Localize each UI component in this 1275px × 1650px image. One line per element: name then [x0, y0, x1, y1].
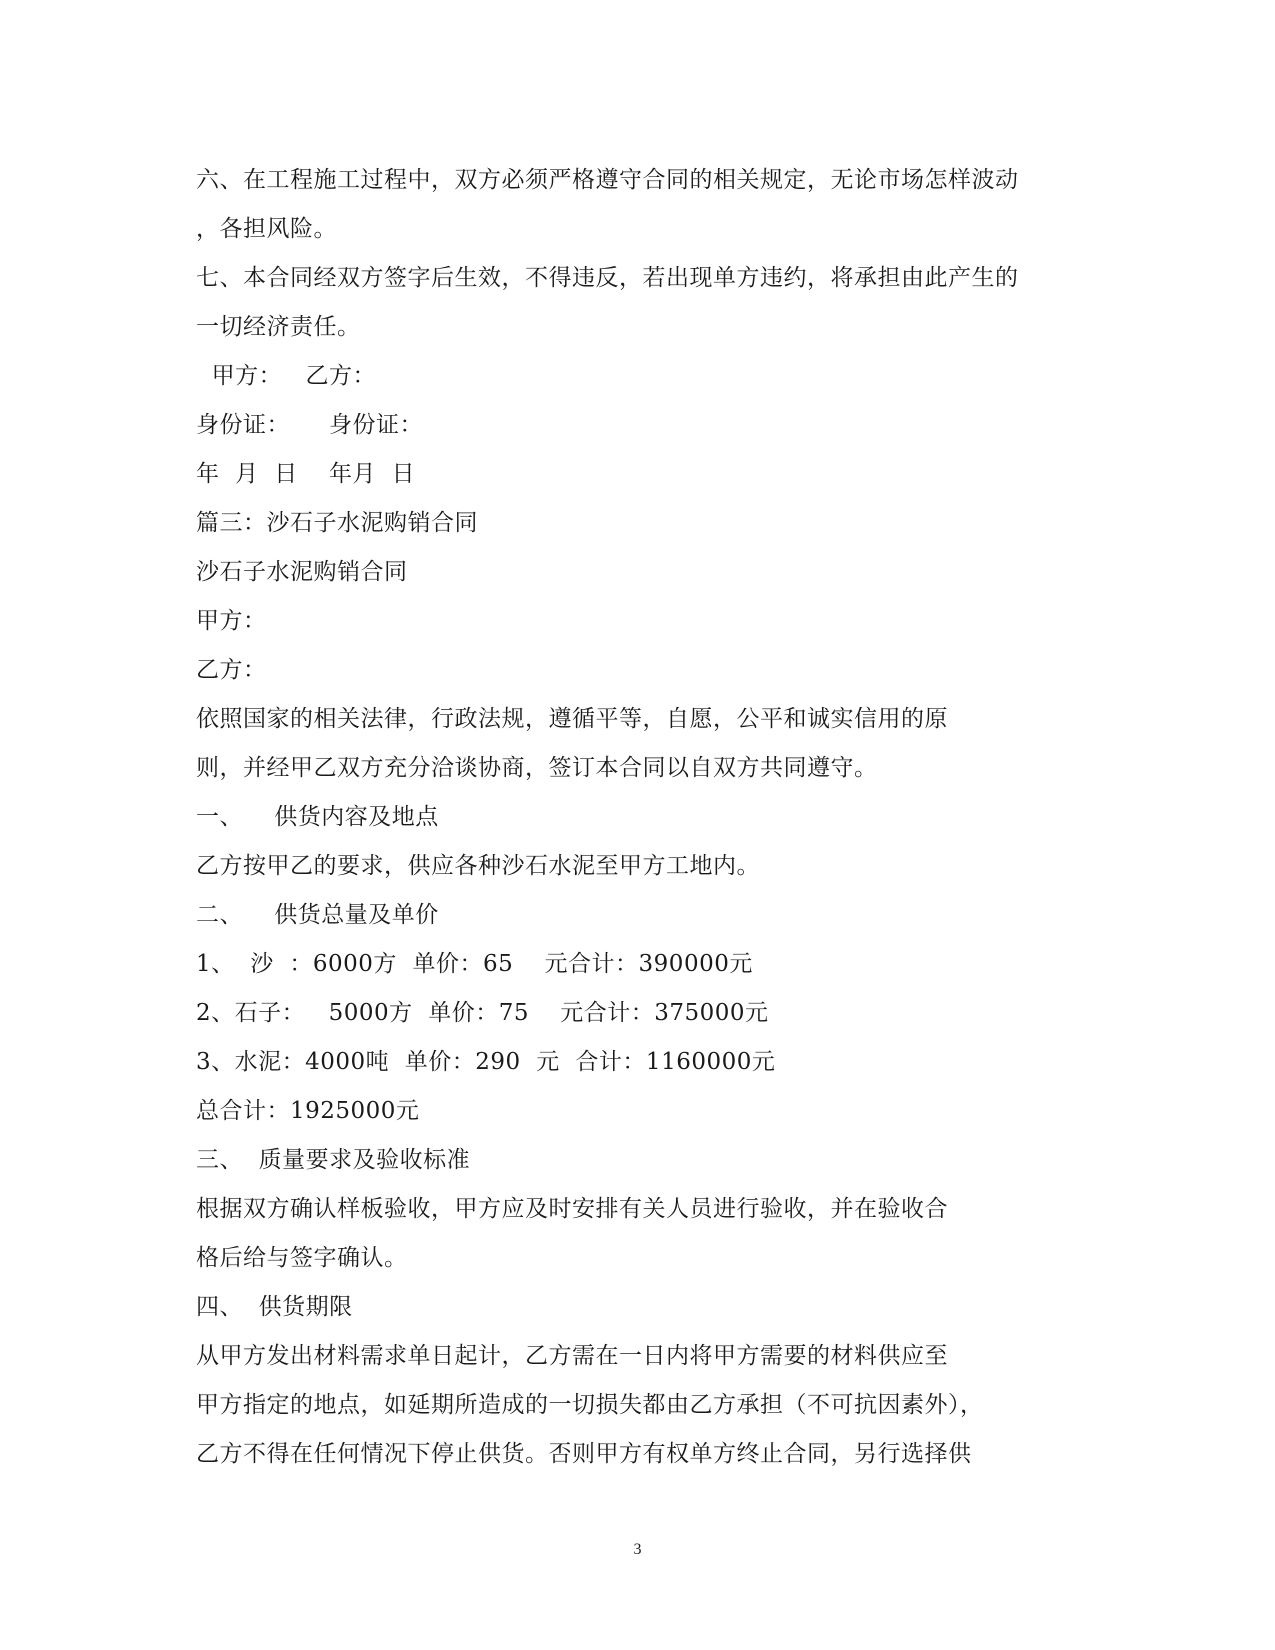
clause-heading: 二、 供货总量及单价: [196, 902, 439, 928]
date-line: 年 月 日 年月 日: [196, 461, 416, 487]
clause-heading: 三、 质量要求及验收标准: [196, 1147, 471, 1173]
id-card-line: 身份证： 身份证：: [196, 412, 424, 438]
text-line: 从甲方发出材料需求单日起计，乙方需在一日内将甲方需要的材料供应至: [196, 1343, 948, 1369]
text-line: 乙方不得在任何情况下停止供货。否则甲方有权单方终止合同，另行选择供: [196, 1441, 972, 1467]
text-line: 依照国家的相关法律，行政法规，遵循平等，自愿，公平和诚实信用的原: [196, 706, 948, 732]
contract-title: 沙石子水泥购销合同: [196, 559, 408, 585]
clause-heading: 四、 供货期限: [196, 1294, 353, 1320]
text-line: 乙方按甲乙的要求，供应各种沙石水泥至甲方工地内。: [196, 853, 760, 879]
section-heading: 篇三：沙石子水泥购销合同: [196, 510, 478, 536]
text-line: 七、本合同经双方签字后生效，不得违反，若出现单方违约，将承担由此产生的: [196, 265, 1019, 291]
price-item-line: 3、水泥：4000吨 单价：290 元 合计：1160000元: [196, 1049, 776, 1075]
page-number: 3: [633, 1541, 642, 1558]
text-line: 甲方指定的地点，如延期所造成的一切损失都由乙方承担（不可抗因素外），: [196, 1392, 984, 1418]
text-line: 根据双方确认样板验收，甲方应及时安排有关人员进行验收，并在验收合: [196, 1196, 948, 1222]
text-line: 格后给与签字确认。: [196, 1245, 408, 1271]
total-line: 总合计：1925000元: [196, 1098, 420, 1124]
text-line: 六、在工程施工过程中，双方必须严格遵守合同的相关规定，无论市场怎样波动: [196, 167, 1019, 193]
text-line: 则，并经甲乙双方充分洽谈协商，签订本合同以自双方共同遵守。: [196, 755, 878, 781]
party-b-line: 乙方：: [196, 657, 267, 683]
text-line: 一切经济责任。: [196, 314, 361, 340]
text-line: ，各担风险。: [196, 216, 337, 242]
price-item-line: 1、 沙 ：6000方 单价：65 元合计：390000元: [196, 951, 753, 977]
document-body: [196, 156, 1096, 1479]
clause-heading: 一、 供货内容及地点: [196, 804, 439, 830]
price-item-line: 2、石子： 5000方 单价：75 元合计：375000元: [196, 1000, 769, 1026]
party-a-line: 甲方：: [196, 608, 267, 634]
signature-parties-line: 甲方： 乙方：: [196, 363, 377, 389]
